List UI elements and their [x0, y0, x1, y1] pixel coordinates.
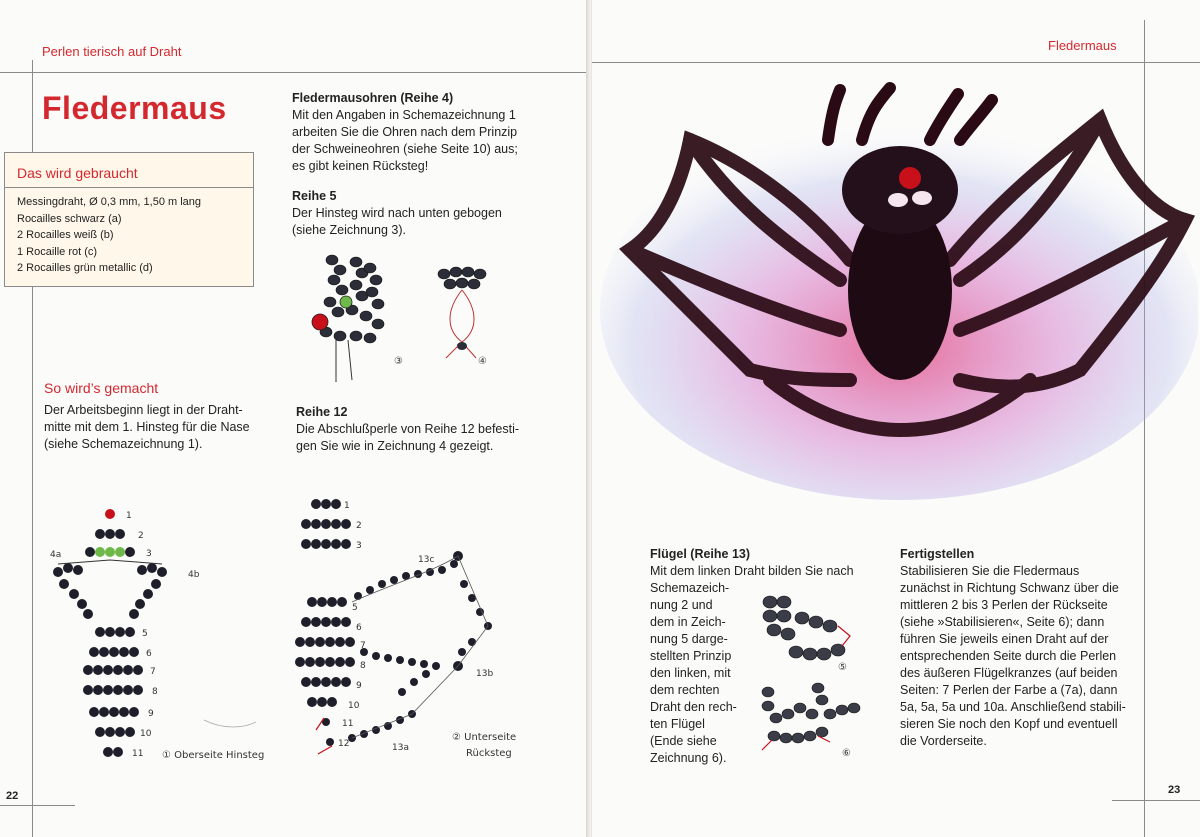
text-line: (siehe »Stabilisieren«, Seite 6); dann: [900, 615, 1105, 629]
diagram-2-label: 13a: [392, 743, 409, 753]
row5-section: [292, 188, 562, 239]
diagram-2-label: 12: [338, 739, 350, 749]
diagram-1-label: 10: [140, 729, 152, 739]
materials-item: 2 Rocailles grün metallic (d): [17, 262, 153, 274]
text-line: Zeichnung 6).: [650, 751, 727, 765]
text-line: mitte mit dem 1. Hinsteg für die Nase: [44, 420, 250, 434]
page-number-left: 22: [6, 790, 19, 802]
figure-5-label: ⑤: [838, 662, 847, 673]
left-page: [0, 0, 588, 837]
text-line: sieren Sie noch den Kopf und eventuell: [900, 717, 1118, 731]
text-line: (Ende siehe: [650, 734, 717, 748]
text-line: Mit den Angaben in Schemazeichnung 1: [292, 108, 516, 122]
diagram-1-beads: [53, 509, 167, 757]
diagram-1-label: 4a: [50, 550, 62, 560]
materials-item: Messingdraht, Ø 0,3 mm, 1,50 m lang: [17, 196, 202, 208]
text-line: den linken, mit: [650, 666, 731, 680]
diagram-2-label: 8: [360, 661, 366, 671]
materials-item: 2 Rocailles weiß (b): [17, 229, 114, 241]
text-line: ten Flügel: [650, 717, 705, 731]
text-line: des äußeren Flügelkranzes (auf beiden: [900, 666, 1118, 680]
diagram-1: [44, 500, 284, 770]
diagram-1-label: 1: [126, 511, 132, 521]
text-line: gen Sie wie in Zeichnung 4 gezeigt.: [296, 439, 494, 453]
diagram-2-caption: Rücksteg: [466, 748, 512, 759]
text-line: 5a, 5a, 5a und 10a. Anschließend stabili-: [900, 700, 1126, 714]
text-line: Draht den rech-: [650, 700, 737, 714]
diagram-2-label: 13c: [418, 555, 435, 565]
header-rule: [592, 62, 1200, 63]
row5-heading: Reihe 5: [292, 189, 337, 203]
text-line: zunächst in Richtung Schwanz über die: [900, 581, 1119, 595]
footer-rule: [1112, 800, 1200, 801]
text-line: (siehe Zeichnung 3).: [292, 223, 406, 237]
text-line: (siehe Schemazeichnung 1).: [44, 437, 203, 451]
figure-4-drawing: [438, 267, 486, 289]
wings-heading: Flügel (Reihe 13): [650, 547, 751, 561]
diagram-2-label: 2: [356, 521, 362, 531]
footer-rule: [0, 805, 75, 806]
instructions-text: [44, 402, 274, 453]
text-line: Die Abschlußperle von Reihe 12 befesti-: [296, 422, 520, 436]
text-line: führen Sie jeweils einen Draht auf der: [900, 632, 1109, 646]
diagram-1-label: 8: [152, 687, 158, 697]
text-line: Stabilisieren Sie die Fledermaus: [900, 564, 1080, 578]
red-bead: [312, 314, 328, 330]
diagram-2: [292, 492, 532, 772]
text-line: stellten Prinzip: [650, 649, 732, 663]
row12-heading: Reihe 12: [296, 405, 348, 419]
header-rule: [0, 72, 588, 73]
text-line: es gibt keinen Rücksteg!: [292, 159, 429, 173]
materials-item: 1 Rocaille rot (c): [17, 245, 98, 258]
row12-section: [296, 404, 566, 455]
finishing-heading: Fertigstellen: [900, 547, 975, 561]
text-line: nung 5 darge-: [650, 632, 728, 646]
text-line: Schemazeich-: [650, 581, 730, 595]
figure-3-4: [296, 240, 506, 390]
diagram-1-label: 11: [132, 749, 144, 759]
diagram-2-label: 1: [344, 501, 350, 511]
text-line: der Schweineohren (siehe Seite 10) aus;: [292, 142, 518, 156]
diagram-2-label: 10: [348, 701, 360, 711]
diagram-2-label: 3: [356, 541, 362, 551]
running-header-left: Perlen tierisch auf Draht: [42, 44, 182, 59]
figure-6-label: ⑥: [842, 748, 851, 759]
figure-5-drawing: [763, 596, 845, 660]
figure-6-drawing: [762, 683, 860, 743]
right-page: [592, 0, 1200, 837]
text-line: dem in Zeich-: [650, 615, 726, 629]
figure-4-label: ④: [478, 356, 487, 367]
text-line: die Vorderseite.: [900, 734, 987, 748]
diagram-2-label: 11: [342, 719, 354, 729]
ears-heading: Fledermausohren (Reihe 4): [292, 91, 454, 105]
diagram-1-caption: ① Oberseite Hinsteg: [162, 750, 265, 761]
materials-heading: Das wird gebraucht: [17, 165, 138, 181]
diagram-1-label: 7: [150, 667, 156, 677]
text-line: dem rechten: [650, 683, 720, 697]
page-number-right: 23: [1168, 784, 1181, 796]
text-line: Seiten: 7 Perlen der Farbe a (7a), dann: [900, 683, 1118, 697]
diagram-1-label: 4b: [188, 570, 200, 580]
diagram-1-label: 2: [138, 531, 144, 541]
text-line: mittleren 2 bis 3 Perlen der Rückseite: [900, 598, 1108, 612]
text-line: Der Hinsteg wird nach unten gebogen: [292, 206, 502, 220]
text-line: entsprechenden Seite durch die Perlen: [900, 649, 1117, 663]
ears-section: [292, 90, 562, 175]
diagram-2-label: 7: [360, 641, 366, 651]
materials-box: [4, 152, 254, 287]
diagram-1-label: 5: [142, 629, 148, 639]
diagram-2-label: 6: [356, 623, 362, 633]
diagram-1-label: 3: [146, 549, 152, 559]
text-line: Mit dem linken Draht bilden Sie nach: [650, 564, 854, 578]
diagram-2-caption: ② Unterseite: [452, 732, 517, 743]
diagram-2-label: 13b: [476, 669, 494, 679]
diagram-2-beads: [295, 499, 492, 746]
materials-list: [5, 194, 253, 277]
diagram-2-label: 5: [352, 603, 358, 613]
text-line: arbeiten Sie die Ohren nach dem Prinzip: [292, 125, 518, 139]
diagram-1-label: 6: [146, 649, 152, 659]
text-line: nung 2 und: [650, 598, 713, 612]
figure-3-drawing: [320, 255, 384, 343]
diagram-1-label: 9: [148, 709, 154, 719]
figure-3-label: ③: [394, 356, 403, 367]
instructions-heading: So wird’s gemacht: [44, 380, 159, 396]
green-bead: [340, 296, 352, 308]
running-header-right: Fledermaus: [1048, 38, 1117, 53]
text-line: Der Arbeitsbeginn liegt in der Draht-: [44, 403, 243, 417]
figure-5-6: [758, 590, 888, 770]
materials-item: Rocailles schwarz (a): [17, 212, 122, 225]
bat-photo: [600, 80, 1198, 500]
diagram-2-label: 9: [356, 681, 362, 691]
finishing-section: [900, 546, 1146, 750]
page-title: Fledermaus: [42, 90, 227, 126]
